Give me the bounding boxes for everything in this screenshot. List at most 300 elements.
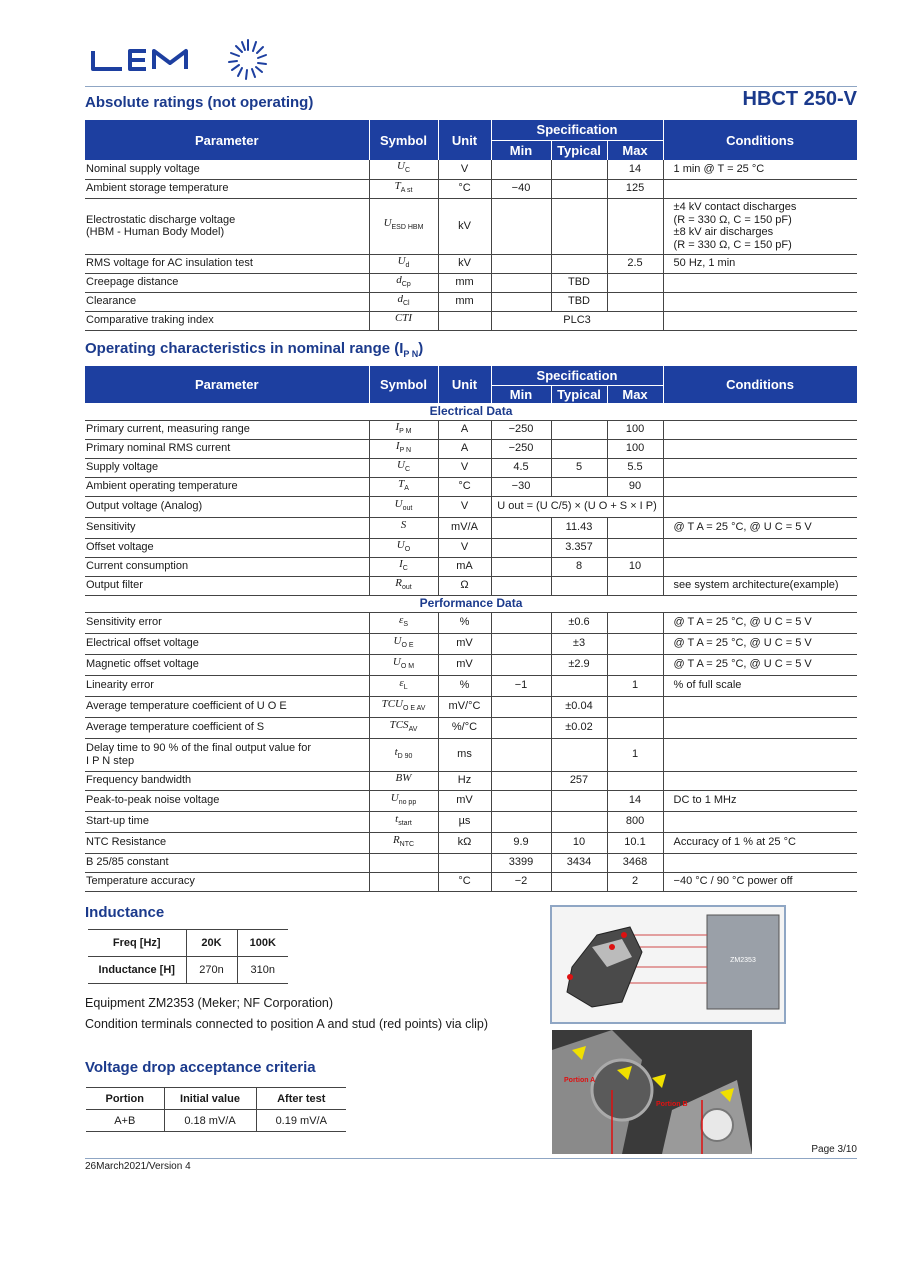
portion-b-label: Portion B: [656, 1101, 688, 1108]
symbol-cell: [369, 160, 438, 179]
symbol-main: d: [397, 292, 403, 305]
param-cell: Temperature accuracy: [85, 872, 369, 891]
symbol-cell: [369, 633, 438, 654]
spec-max-cell: [607, 576, 663, 595]
symbol-cell: [369, 179, 438, 198]
symbol-sub: D 90: [397, 752, 413, 760]
conditions-cell: @ T A = 25 °C, @ U C = 5 V: [663, 517, 857, 538]
conditions-cell: [663, 496, 857, 517]
table-row: [85, 311, 857, 330]
param-cell: Primary nominal RMS current: [85, 439, 369, 458]
spec-min-cell: [491, 557, 551, 576]
unit-cell: mV: [438, 633, 491, 654]
symbol-cell: [369, 738, 438, 771]
portion-a-label: Portion A: [564, 1077, 596, 1084]
symbol-cell: [369, 458, 438, 477]
voltage-drop-photo: [552, 1030, 752, 1154]
symbol-sub: d: [405, 261, 410, 269]
symbol-main: CTI: [394, 311, 413, 324]
col-symbol: Symbol: [369, 120, 438, 160]
symbol-cell: [369, 717, 438, 738]
spec-typ-cell: 10: [551, 832, 607, 853]
param-cell: NTC Resistance: [85, 832, 369, 853]
table-row: [85, 254, 857, 273]
param-cell: Creepage distance: [85, 273, 369, 292]
conditions-cell: [663, 738, 857, 771]
table-row: [85, 811, 857, 832]
spec-typ-cell: TBD: [551, 292, 607, 311]
spec-typ-cell: ±0.6: [551, 612, 607, 633]
spec-typ-cell: 11.43: [551, 517, 607, 538]
group-performance: [85, 595, 857, 612]
spec-typ-cell: [551, 872, 607, 891]
header-rule: [85, 86, 857, 87]
conditions-cell: 1 min @ T = 25 °C: [663, 160, 857, 179]
param-cell: Ambient operating temperature: [85, 477, 369, 496]
spec-min-cell: [491, 654, 551, 675]
unit-cell: kΩ: [438, 832, 491, 853]
param-cell: Linearity error: [85, 675, 369, 696]
symbol-main: U: [396, 458, 405, 471]
symbol-cell: [369, 872, 438, 891]
conditions-cell: @ T A = 25 °C, @ U C = 5 V: [663, 654, 857, 675]
spec-min-cell: [491, 811, 551, 832]
symbol-sub: out: [402, 504, 413, 512]
conditions-cell: @ T A = 25 °C, @ U C = 5 V: [663, 633, 857, 654]
spec-max-cell: 100: [607, 439, 663, 458]
spec-max-cell: 14: [607, 790, 663, 811]
spec-min-cell: −40: [491, 179, 551, 198]
spec-min-cell: [491, 738, 551, 771]
param-cell: Sensitivity error: [85, 612, 369, 633]
col-parameter: Parameter: [85, 366, 369, 403]
group-electrical-label: Electrical Data: [85, 403, 857, 420]
vd-after-value: 0.19 mV/A: [256, 1110, 346, 1132]
spec-typ-cell: ±2.9: [551, 654, 607, 675]
symbol-sub: no pp: [398, 798, 417, 806]
section-title-absolute: Absolute ratings (not operating): [85, 94, 314, 111]
unit-cell: mV: [438, 654, 491, 675]
col-max: Max: [607, 140, 663, 160]
spec-typ-cell: ±0.04: [551, 696, 607, 717]
product-name: HBCT 250-V: [742, 88, 857, 110]
symbol-main: I: [399, 557, 403, 570]
spec-typ-cell: [551, 160, 607, 179]
table-row: [85, 273, 857, 292]
spec-min-cell: −250: [491, 420, 551, 439]
vd-portion-value: A+B: [86, 1110, 164, 1132]
spec-typ-cell: [551, 576, 607, 595]
spec-typ-cell: [551, 439, 607, 458]
spec-min-cell: 3399: [491, 853, 551, 872]
col-typical: Typical: [551, 140, 607, 160]
vd-head-portion: Portion: [86, 1088, 164, 1110]
unit-cell: V: [438, 160, 491, 179]
conditions-cell: [663, 311, 857, 330]
spec-max-cell: [607, 292, 663, 311]
unit-cell: Hz: [438, 771, 491, 790]
spec-typ-cell: TBD: [551, 273, 607, 292]
inductance-row-label: Inductance [H]: [88, 957, 186, 984]
symbol-sub: A: [404, 484, 409, 492]
spec-max-cell: [607, 198, 663, 254]
param-cell: Supply voltage: [85, 458, 369, 477]
spec-typ-cell: [551, 198, 607, 254]
symbol-cell: [369, 790, 438, 811]
symbol-sub: O E AV: [402, 704, 426, 712]
conditions-cell: % of full scale: [663, 675, 857, 696]
col-unit: Unit: [438, 120, 491, 160]
table-row: [85, 872, 857, 891]
spec-max-cell: [607, 771, 663, 790]
spec-max-cell: [607, 612, 663, 633]
symbol-main: U: [390, 791, 399, 804]
table-row: [85, 832, 857, 853]
absolute-ratings-table: [85, 120, 858, 331]
spec-max-cell: 2: [607, 872, 663, 891]
spec-min-cell: −30: [491, 477, 551, 496]
symbol-sub: AV: [408, 725, 418, 733]
conditions-cell: [663, 696, 857, 717]
table-row: [85, 557, 857, 576]
symbol-main: R: [395, 576, 402, 589]
col-specification: Specification: [491, 120, 663, 140]
table-row: [85, 420, 857, 439]
unit-cell: %: [438, 612, 491, 633]
measurement-setup-image: [550, 905, 786, 1024]
conditions-cell: @ T A = 25 °C, @ U C = 5 V: [663, 612, 857, 633]
conditions-cell: [663, 439, 857, 458]
spec-max-cell: [607, 517, 663, 538]
symbol-main: U: [393, 634, 402, 647]
conditions-cell: [663, 771, 857, 790]
param-cell: Output filter: [85, 576, 369, 595]
spec-max-cell: [607, 273, 663, 292]
inductance-head-20k: 20K: [186, 930, 237, 957]
symbol-main: U: [396, 160, 405, 173]
unit-cell: mm: [438, 273, 491, 292]
symbol-cell: [369, 832, 438, 853]
table-row: [85, 439, 857, 458]
spec-max-cell: 5.5: [607, 458, 663, 477]
spec-span-cell: PLC3: [491, 311, 663, 330]
symbol-main: BW: [395, 771, 412, 784]
version-text: 26March2021/Version 4: [85, 1161, 191, 1172]
spec-typ-cell: 3.357: [551, 538, 607, 557]
table-row: [85, 538, 857, 557]
unit-cell: mA: [438, 557, 491, 576]
spec-max-cell: 90: [607, 477, 663, 496]
conditions-cell: −40 °C / 90 °C power off: [663, 872, 857, 891]
symbol-cell: [369, 496, 438, 517]
param-cell: Ambient storage temperature: [85, 179, 369, 198]
table-row: [85, 179, 857, 198]
symbol-main: t: [395, 812, 399, 825]
symbol-cell: [369, 477, 438, 496]
param-cell: Primary current, measuring range: [85, 420, 369, 439]
symbol-sub: C: [404, 465, 410, 473]
unit-cell: [438, 853, 491, 872]
operating-characteristics-table: [85, 366, 858, 892]
symbol-main: R: [392, 833, 400, 846]
spec-typ-cell: [551, 675, 607, 696]
col-max: Max: [607, 385, 663, 403]
symbol-cell: [369, 420, 438, 439]
unit-cell: A: [438, 439, 491, 458]
col-symbol: Symbol: [369, 366, 438, 403]
conditions-cell: [663, 179, 857, 198]
lem-logo: [90, 38, 280, 84]
symbol-main: U: [396, 538, 405, 551]
table-row: [85, 458, 857, 477]
spec-min-cell: [491, 273, 551, 292]
symbol-sub: C: [402, 564, 408, 572]
group-electrical: [85, 403, 857, 420]
spec-max-cell: 1: [607, 738, 663, 771]
spec-min-cell: [491, 696, 551, 717]
spec-min-cell: [491, 790, 551, 811]
conditions-cell: 50 Hz, 1 min: [663, 254, 857, 273]
table-row: [85, 654, 857, 675]
section-title-operating: Operating characteristics in nominal range $(I_{P N})$: [85, 340, 424, 359]
conditions-cell: ±4 kV contact discharges (R = 330 Ω, C = 150 pF) ±8 kV air discharges (R = 330 Ω, C = 150 pF): [663, 198, 857, 254]
table-row: [85, 198, 857, 254]
symbol-cell: [369, 811, 438, 832]
spec-min-cell: [491, 198, 551, 254]
param-cell: Clearance: [85, 292, 369, 311]
unit-cell: mV: [438, 790, 491, 811]
param-cell: Offset voltage: [85, 538, 369, 557]
symbol-cell: [369, 538, 438, 557]
symbol-cell: [369, 198, 438, 254]
symbol-cell: [369, 654, 438, 675]
symbol-sub: O E: [401, 641, 414, 649]
vd-head-after: After test: [256, 1088, 346, 1110]
inductance-head-freq: Freq [Hz]: [88, 930, 186, 957]
symbol-main: d: [396, 273, 402, 286]
table-row: [85, 477, 857, 496]
logo-text: LEM: [90, 38, 93, 39]
inductance-table: [88, 929, 288, 984]
unit-cell: mV/A: [438, 517, 491, 538]
symbol-sub: P M: [399, 427, 412, 435]
conditions-cell: see system architecture(example): [663, 576, 857, 595]
spec-typ-cell: [551, 254, 607, 273]
symbol-sub: NTC: [399, 840, 415, 848]
symbol-main: T: [398, 477, 405, 490]
unit-cell: °C: [438, 477, 491, 496]
symbol-main: U: [397, 254, 406, 267]
symbol-sub: Cp: [401, 280, 411, 288]
symbol-cell: [369, 612, 438, 633]
unit-cell: °C: [438, 872, 491, 891]
symbol-cell: [369, 675, 438, 696]
spec-max-cell: [607, 538, 663, 557]
param-cell: Nominal supply voltage: [85, 160, 369, 179]
col-parameter: Parameter: [85, 120, 369, 160]
inductance-100k-value: 310n: [237, 957, 288, 984]
symbol-cell: [369, 771, 438, 790]
col-unit: Unit: [438, 366, 491, 403]
spec-typ-cell: [551, 811, 607, 832]
param-cell: Average temperature coefficient of S: [85, 717, 369, 738]
symbol-sub: L: [403, 683, 408, 691]
table-row: [85, 292, 857, 311]
conditions-cell: [663, 292, 857, 311]
spec-max-cell: 10.1: [607, 832, 663, 853]
table-row: [85, 790, 857, 811]
symbol-sub: Cl: [402, 299, 410, 307]
spec-max-cell: 125: [607, 179, 663, 198]
group-performance-label: Performance Data: [85, 595, 857, 612]
table-row: [85, 576, 857, 595]
spec-min-cell: 4.5: [491, 458, 551, 477]
spec-min-cell: −2: [491, 872, 551, 891]
symbol-sub: O M: [400, 662, 415, 670]
symbol-cell: [369, 439, 438, 458]
param-cell: Magnetic offset voltage: [85, 654, 369, 675]
spec-max-cell: 100: [607, 420, 663, 439]
spec-max-cell: 14: [607, 160, 663, 179]
table-row: [85, 517, 857, 538]
table-row: [85, 160, 857, 179]
device-label: ZM2353: [730, 957, 756, 964]
symbol-cell: [369, 557, 438, 576]
spec-typ-cell: 257: [551, 771, 607, 790]
conditions-cell: [663, 811, 857, 832]
symbol-main: I: [395, 439, 400, 452]
symbol-main: ε: [399, 676, 404, 689]
conditions-cell: [663, 477, 857, 496]
col-min: Min: [491, 385, 551, 403]
table-row: [85, 738, 857, 771]
param-cell: RMS voltage for AC insulation test: [85, 254, 369, 273]
spec-min-cell: [491, 717, 551, 738]
param-cell: Frequency bandwidth: [85, 771, 369, 790]
unit-cell: Ω: [438, 576, 491, 595]
spec-typ-cell: [551, 477, 607, 496]
section-title-voltage-drop: Voltage drop acceptance criteria: [85, 1059, 316, 1076]
col-typical: Typical: [551, 385, 607, 403]
inductance-20k-value: 270n: [186, 957, 237, 984]
table-row: [85, 771, 857, 790]
spec-max-cell: 1: [607, 675, 663, 696]
spec-typ-cell: ±3: [551, 633, 607, 654]
col-specification: Specification: [491, 366, 663, 385]
unit-cell: %/°C: [438, 717, 491, 738]
conditions-cell: [663, 273, 857, 292]
symbol-sub: S: [403, 620, 408, 628]
spec-max-cell: [607, 654, 663, 675]
conditions-cell: [663, 458, 857, 477]
param-cell: Electrical offset voltage: [85, 633, 369, 654]
symbol-main: TCS: [389, 718, 409, 731]
table-row: [85, 853, 857, 872]
symbol-sub: C: [404, 167, 410, 175]
table-row: [85, 717, 857, 738]
unit-cell: °C: [438, 179, 491, 198]
param-cell: Start-up time: [85, 811, 369, 832]
spec-min-cell: [491, 292, 551, 311]
section-title-inductance: Inductance: [85, 904, 165, 921]
unit-cell: V: [438, 496, 491, 517]
col-conditions: Conditions: [663, 366, 857, 403]
spec-typ-cell: 5: [551, 458, 607, 477]
param-cell: Comparative traking index: [85, 311, 369, 330]
spec-typ-cell: [551, 790, 607, 811]
spec-min-cell: −250: [491, 439, 551, 458]
table-row: [85, 633, 857, 654]
param-cell: Delay time to 90 % of the final output value for I P N step: [85, 738, 369, 771]
conditions-cell: [663, 717, 857, 738]
symbol-cell: [369, 853, 438, 872]
param-cell: Output voltage (Analog): [85, 496, 369, 517]
spec-max-cell: [607, 717, 663, 738]
symbol-main: U: [394, 497, 403, 510]
conditions-cell: [663, 420, 857, 439]
spec-min-cell: 9.9: [491, 832, 551, 853]
spec-min-cell: [491, 612, 551, 633]
symbol-main: ε: [398, 613, 404, 626]
param-cell: Current consumption: [85, 557, 369, 576]
unit-cell: kV: [438, 254, 491, 273]
unit-cell: V: [438, 538, 491, 557]
spec-min-cell: [491, 160, 551, 179]
symbol-cell: [369, 273, 438, 292]
unit-cell: µs: [438, 811, 491, 832]
param-cell: B 25/85 constant: [85, 853, 369, 872]
conditions-cell: DC to 1 MHz: [663, 790, 857, 811]
symbol-sub: P N: [399, 446, 412, 454]
equipment-text: Equipment ZM2353 (Meker; NF Corporation): [85, 996, 334, 1010]
unit-cell: A: [438, 420, 491, 439]
spec-max-cell: 800: [607, 811, 663, 832]
param-cell: Electrostatic discharge voltage (HBM - Human Body Model): [85, 198, 369, 254]
spec-typ-cell: [551, 179, 607, 198]
spec-min-cell: −1: [491, 675, 551, 696]
spec-min-cell: [491, 254, 551, 273]
unit-cell: ms: [438, 738, 491, 771]
param-cell: Average temperature coefficient of U O E: [85, 696, 369, 717]
symbol-main: I: [395, 420, 400, 433]
spec-max-cell: [607, 696, 663, 717]
conditions-cell: [663, 557, 857, 576]
symbol-sub: O: [404, 545, 411, 553]
spec-min-cell: [491, 771, 551, 790]
table-row: [85, 496, 857, 517]
spec-typ-cell: 3434: [551, 853, 607, 872]
spec-min-cell: [491, 576, 551, 595]
vd-head-initial: Initial value: [164, 1088, 256, 1110]
symbol-main: t: [394, 745, 398, 758]
symbol-sub: out: [402, 583, 412, 591]
voltage-drop-table: [86, 1087, 346, 1132]
symbol-sub: A st: [400, 186, 413, 194]
unit-cell: kV: [438, 198, 491, 254]
footer-rule: [85, 1158, 857, 1159]
param-cell: Sensitivity: [85, 517, 369, 538]
unit-cell: mm: [438, 292, 491, 311]
col-conditions: Conditions: [663, 120, 857, 160]
symbol-main: T: [394, 179, 401, 192]
symbol-main: S: [400, 518, 407, 531]
spec-typ-cell: [551, 738, 607, 771]
spec-max-cell: 2.5: [607, 254, 663, 273]
symbol-main: U: [383, 217, 392, 230]
symbol-sub: start: [398, 819, 412, 827]
spec-max-cell: [607, 633, 663, 654]
symbol-sub: ESD HBM: [391, 224, 424, 232]
